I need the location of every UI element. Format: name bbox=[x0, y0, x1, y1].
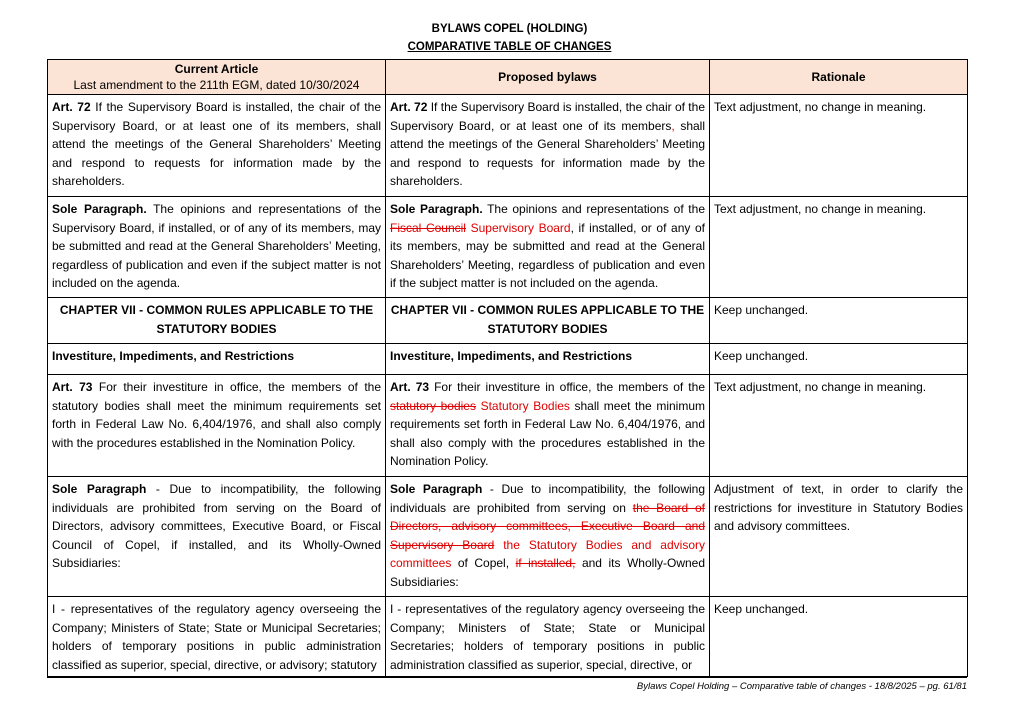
current-cell bbox=[48, 95, 386, 197]
section-heading: Investiture, Impediments, and Restrictions bbox=[386, 344, 710, 375]
article-label: Sole Paragraph. bbox=[390, 202, 483, 216]
header-current-article bbox=[48, 60, 386, 95]
footer-divider bbox=[47, 677, 967, 678]
article-label: Art. 72 bbox=[52, 100, 91, 114]
article-label: Sole Paragraph bbox=[52, 482, 147, 496]
deleted-text: Fiscal Council bbox=[390, 220, 466, 235]
chapter-heading: CHAPTER VII - COMMON RULES APPLICABLE TO THE STATUTORY BODIES bbox=[48, 298, 386, 344]
rationale-cell: Adjustment of text, in order to clarify the restrictions for investiture in Statutory Bodies and advisory committees. bbox=[710, 477, 968, 597]
rationale-cell: Text adjustment, no change in meaning. bbox=[710, 375, 968, 477]
article-label: Art. 73 bbox=[390, 380, 430, 394]
article-text: shall attend the meetings of the General Shareholders’ Meeting and respond to requests for information made by the shareholders. bbox=[390, 118, 706, 189]
rationale-cell: Keep unchanged. bbox=[710, 298, 968, 344]
article-text: The opinions and representations of the bbox=[482, 202, 705, 216]
rationale-cell: Text adjustment, no change in meaning. bbox=[710, 95, 968, 197]
table-row bbox=[48, 597, 968, 677]
article-text: For their investiture in office, the members of the bbox=[429, 380, 705, 394]
section-heading: Investiture, Impediments, and Restrictions bbox=[48, 344, 386, 375]
article-text: of Copel, bbox=[451, 556, 516, 571]
article-label: Art. 73 bbox=[52, 380, 93, 394]
rationale-cell: Text adjustment, no change in meaning. bbox=[710, 197, 968, 298]
current-cell bbox=[48, 375, 386, 477]
article-text: The opinions and representations of the Supervisory Board, if installed, or of any of its members, may be submitted and read at the General Shareholders’ Meeting, regardless of publication and even if the subject matter is not included on the agenda. bbox=[52, 202, 381, 291]
table-row bbox=[48, 298, 968, 344]
current-cell bbox=[48, 197, 386, 298]
deleted-text: statutory bodies bbox=[390, 398, 476, 413]
document-title-block bbox=[0, 20, 1019, 56]
article-text: If the Supervisory Board is installed, the chair of the Supervisory Board, or at least one of its members, shall attend the meetings of the General Shareholders’ Meeting and respond to requests for information made by the shareholders. bbox=[52, 100, 381, 189]
rationale-cell: Keep unchanged. bbox=[710, 344, 968, 375]
article-label: Sole Paragraph. bbox=[52, 202, 147, 216]
comparative-table bbox=[47, 59, 968, 677]
inserted-text: , bbox=[671, 118, 675, 133]
proposed-cell bbox=[386, 477, 710, 597]
table-row bbox=[48, 197, 968, 298]
article-text: and its Wholly-Owned Subsidiaries: bbox=[390, 556, 706, 589]
table-header-row bbox=[48, 60, 968, 95]
header-proposed-bylaws: Proposed bylaws bbox=[386, 60, 710, 95]
article-text: If the Supervisory Board is installed, the chair of the Supervisory Board, or at least one of its members bbox=[390, 100, 705, 133]
table-row bbox=[48, 375, 968, 477]
article-text: , if installed, or of any of its members, may be submitted and read at the General Shareholders’ Meeting, regardless of publication and even if the subject matter is not included on the agenda. bbox=[390, 220, 705, 291]
proposed-cell bbox=[386, 197, 710, 298]
article-text: For their investiture in office, the members of the statutory bodies shall meet the minimum requirements set forth in Federal Law No. 6,404/1976, and shall also comply with the procedures established in the Nomination Policy. bbox=[52, 380, 381, 450]
deleted-text: if installed, bbox=[515, 556, 576, 571]
table-row bbox=[48, 477, 968, 597]
article-label: Art. 72 bbox=[390, 100, 428, 114]
page-footer: Bylaws Copel Holding – Comparative table of changes - 18/8/2025 – pg. 61/81 bbox=[636, 681, 967, 692]
current-cell: I - representatives of the regulatory agency overseeing the Company; Ministers of State; State or Municipal Secretaries; holders of temporary positions in public administration classified as superior, special, directive, or advisory; statutory bbox=[48, 597, 386, 677]
inserted-text: the Statutory Bodies and advisory committees bbox=[390, 537, 705, 571]
document-title: BYLAWS COPEL (HOLDING) bbox=[431, 23, 588, 35]
proposed-cell bbox=[386, 375, 710, 477]
article-text: shall meet the minimum requirements set forth in Federal Law No. 6,404/1976, and shall also comply with the procedures established in the Nomination Policy. bbox=[390, 398, 705, 469]
table-row bbox=[48, 95, 968, 197]
proposed-cell: I - representatives of the regulatory agency overseeing the Company; Ministers of State; State or Municipal Secretaries; holders of temporary positions in public administration classified as superior, special, directive, or bbox=[386, 597, 710, 677]
table-row bbox=[48, 344, 968, 375]
header-current-subtitle: Last amendment to the 211th EGM, dated 10/30/2024 bbox=[73, 78, 360, 92]
article-text: - Due to incompatibility, the following individuals are prohibited from serving on the Board of Directors, advisory committees, Executive Board, or Fiscal Council of Copel, if installed, and its Wholly-Owned Subsidiaries: bbox=[52, 482, 382, 571]
rationale-cell: Keep unchanged. bbox=[710, 597, 968, 677]
current-cell bbox=[48, 477, 386, 597]
inserted-text: Statutory Bodies bbox=[480, 398, 570, 413]
inserted-text: Supervisory Board bbox=[470, 220, 571, 235]
chapter-heading: CHAPTER VII - COMMON RULES APPLICABLE TO THE STATUTORY BODIES bbox=[386, 298, 710, 344]
deleted-text: the Board of Directors, advisory committees, Executive Board and Supervisory Board bbox=[390, 500, 705, 552]
header-rationale: Rationale bbox=[710, 60, 968, 95]
proposed-cell bbox=[386, 95, 710, 197]
article-text: - Due to incompatibility, the following individuals are prohibited from serving on bbox=[390, 482, 706, 515]
document-subtitle: COMPARATIVE TABLE OF CHANGES bbox=[407, 41, 612, 53]
article-label: Sole Paragraph bbox=[390, 482, 483, 496]
header-current-title: Current Article bbox=[174, 62, 259, 76]
